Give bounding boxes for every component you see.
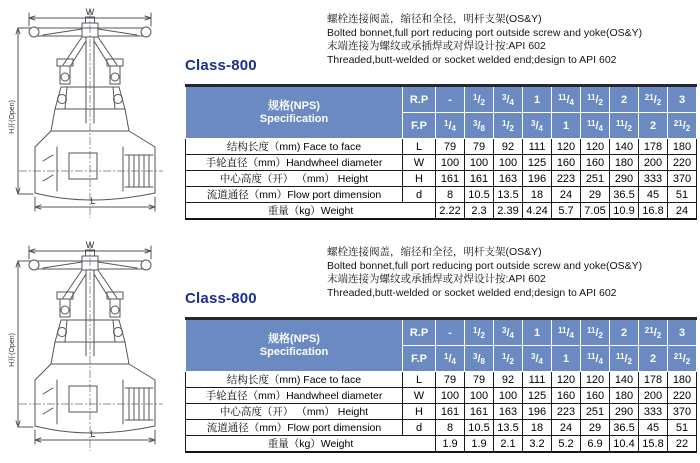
cell-value: 2.3 [465,203,494,220]
cell-value: 29 [581,187,610,203]
cell-value: 111 [523,139,552,155]
desc-line-en-1: Bolted bonnet,full port reducing port outside screw and yoke(OS&Y) [327,26,643,39]
cell-value: 2.22 [436,203,465,220]
table-row [186,139,697,155]
row-symbol: d [403,420,436,436]
dim-w-label: W [85,240,95,250]
cell-value: 1.9 [465,436,494,453]
cell-value: 140 [610,139,639,155]
rp-size-7: $^{21}/_2$ [639,86,668,113]
row-label: 中心高度（开） （mm） Height [186,171,403,187]
rp-label: R.P [403,86,436,113]
cell-value: 79 [465,139,494,155]
cell-value: 160 [552,388,581,404]
cell-value: 180 [668,139,697,155]
product-description [327,13,642,68]
rp-size-1: $^1/_2$ [465,86,494,113]
rp-size-8: 3 [668,86,697,113]
rp-size-5: $^{11}/_2$ [581,319,610,346]
fp-label: F.P [403,346,436,372]
rp-size-1: $^1/_2$ [465,319,494,346]
cell-value: 290 [610,171,639,187]
cell-value: 36.5 [610,187,639,203]
cell-value: 160 [581,155,610,171]
table-row [186,171,697,187]
dim-l-label: L [90,196,96,206]
cell-value: 161 [465,171,494,187]
rp-size-0: - [436,86,465,113]
desc-line-cn-2: 末端连接为螺纹或承插焊或对焊设计按:API 602 [327,273,546,286]
row-label: 重量（kg）Weight [186,203,436,220]
table-row [186,388,697,404]
fp-size-4: 1 [552,113,581,139]
cell-value: 120 [581,139,610,155]
cell-value: 370 [668,404,697,420]
cell-value: 10.4 [610,436,639,453]
rp-label: R.P [403,319,436,346]
cell-value: 140 [610,372,639,388]
cell-value: 2.1 [494,436,523,453]
cell-value: 196 [523,404,552,420]
valve-section-2 [0,233,700,463]
cell-value: 163 [494,171,523,187]
cell-value: 13.5 [494,187,523,203]
row-label: 流道通径（mm）Flow port dimension [186,420,403,436]
fp-size-6: $^{11}/_2$ [610,113,639,139]
cell-value: 100 [436,388,465,404]
row-symbol: d [403,187,436,203]
fp-size-7: 2 [639,346,668,372]
cell-value: 200 [639,388,668,404]
cell-value: 92 [494,139,523,155]
gate-valve-drawing [5,5,175,225]
row-label: 结构长度（mm) Face to face [186,139,403,155]
cell-value: 3.2 [523,436,552,453]
rp-size-8: 3 [668,319,697,346]
cell-value: 6.9 [581,436,610,453]
table-row [186,436,697,453]
valve-drawing [5,5,177,227]
rp-size-6: 2 [610,86,639,113]
cell-value: 333 [639,404,668,420]
cell-value: 163 [494,404,523,420]
cell-value: 178 [639,372,668,388]
cell-value: 16.8 [639,203,668,220]
cell-value: 100 [494,155,523,171]
rp-size-4: $^{11}/_4$ [552,319,581,346]
rp-size-4: $^{11}/_4$ [552,86,581,113]
cell-value: 1.9 [436,436,465,453]
dim-w-label: W [85,7,95,17]
cell-value: 24 [552,187,581,203]
cell-value: 161 [436,171,465,187]
cell-value: 180 [610,155,639,171]
cell-value: 5.2 [552,436,581,453]
spec-header: 规格(NPS) Specification [186,319,403,372]
cell-value: 51 [668,187,697,203]
dim-l-label: L [90,429,96,439]
cell-value: 45 [639,420,668,436]
fp-size-0: $^1/_4$ [436,346,465,372]
cell-value: 92 [494,372,523,388]
cell-value: 180 [610,388,639,404]
cell-value: 196 [523,171,552,187]
cell-value: 370 [668,171,697,187]
desc-line-cn-1: 螺栓连接阀盖，缩径和全径，明杆支架(OS&Y) [327,13,542,25]
cell-value: 161 [465,404,494,420]
fp-size-1: $^3/_8$ [465,113,494,139]
desc-line-en-1: Bolted bonnet,full port reducing port outside screw and yoke(OS&Y) [327,259,643,272]
fp-size-6: $^{11}/_2$ [610,346,639,372]
desc-line-cn-2: 末端连接为螺纹或承插焊或对焊设计按:API 602 [327,40,546,53]
fp-size-2: $^1/_2$ [494,346,523,372]
cell-value: 2.39 [494,203,523,220]
cell-value: 15.8 [639,436,668,453]
fp-size-8: $^{21}/_2$ [668,346,697,372]
fp-size-5: $^{11}/_4$ [581,113,610,139]
cell-value: 4.24 [523,203,552,220]
fp-size-4: 1 [552,346,581,372]
fp-size-3: $^3/_4$ [523,113,552,139]
fp-size-7: 2 [639,113,668,139]
cell-value: 120 [581,372,610,388]
rp-size-2: $^3/_4$ [494,319,523,346]
fp-size-5: $^{11}/_4$ [581,346,610,372]
table-row [186,155,697,171]
cell-value: 161 [436,404,465,420]
rp-size-7: $^{21}/_2$ [639,319,668,346]
cell-value: 100 [465,155,494,171]
cell-value: 178 [639,139,668,155]
cell-value: 10.9 [610,203,639,220]
cell-value: 13.5 [494,420,523,436]
table-row [186,420,697,436]
cell-value: 290 [610,404,639,420]
cell-value: 18 [523,187,552,203]
cell-value: 24 [552,420,581,436]
class-label: Class-800 [185,57,257,74]
spec-table [185,84,697,220]
cell-value: 125 [523,388,552,404]
rp-size-5: $^{11}/_2$ [581,86,610,113]
cell-value: 5.7 [552,203,581,220]
gate-valve-drawing [5,238,175,458]
dim-h-label: H开(Open) [9,100,16,134]
rp-size-6: 2 [610,319,639,346]
cell-value: 100 [494,388,523,404]
row-label: 手轮直径（mm）Handwheel diameter [186,388,403,404]
table-row [186,187,697,203]
cell-value: 100 [465,388,494,404]
fp-label: F.P [403,113,436,139]
cell-value: 45 [639,187,668,203]
cell-value: 180 [668,372,697,388]
rp-size-3: 1 [523,319,552,346]
row-label: 中心高度（开） （mm） Height [186,404,403,420]
cell-value: 223 [552,171,581,187]
table-row [186,372,697,388]
cell-value: 79 [465,372,494,388]
table-row [186,404,697,420]
fp-size-3: $^3/_4$ [523,346,552,372]
cell-value: 100 [436,155,465,171]
cell-value: 29 [581,420,610,436]
spec-table [185,317,697,453]
fp-size-1: $^3/_8$ [465,346,494,372]
product-description [327,246,642,301]
cell-value: 251 [581,404,610,420]
cell-value: 200 [639,155,668,171]
desc-line-en-2: Threaded,butt-welded or socket welded end;design to API 602 [327,54,617,67]
cell-value: 125 [523,155,552,171]
fp-size-8: $^{21}/_2$ [668,113,697,139]
cell-value: 10.5 [465,187,494,203]
row-label: 结构长度（mm) Face to face [186,372,403,388]
row-label: 重量（kg）Weight [186,436,436,453]
cell-value: 160 [581,388,610,404]
cell-value: 333 [639,171,668,187]
desc-line-cn-1: 螺栓连接阀盖，缩径和全径，明杆支架(OS&Y) [327,246,542,258]
dim-h-label: H开(Open) [9,333,16,367]
row-symbol: L [403,372,436,388]
cell-value: 120 [552,372,581,388]
cell-value: 36.5 [610,420,639,436]
valve-drawing [5,238,177,460]
class-label: Class-800 [185,290,257,307]
cell-value: 18 [523,420,552,436]
cell-value: 220 [668,155,697,171]
row-symbol: H [403,171,436,187]
cell-value: 7.05 [581,203,610,220]
row-label: 流道通径（mm）Flow port dimension [186,187,403,203]
cell-value: 223 [552,404,581,420]
rp-size-3: 1 [523,86,552,113]
cell-value: 220 [668,388,697,404]
cell-value: 160 [552,155,581,171]
row-symbol: W [403,155,436,171]
table-row [186,203,697,220]
cell-value: 120 [552,139,581,155]
cell-value: 8 [436,187,465,203]
spec-header: 规格(NPS) Specification [186,86,403,139]
cell-value: 22 [668,436,697,453]
cell-value: 79 [436,139,465,155]
row-label: 手轮直径（mm）Handwheel diameter [186,155,403,171]
row-symbol: W [403,388,436,404]
row-symbol: L [403,139,436,155]
cell-value: 251 [581,171,610,187]
cell-value: 8 [436,420,465,436]
fp-size-0: $^1/_4$ [436,113,465,139]
rp-size-0: - [436,319,465,346]
fp-size-2: $^1/_2$ [494,113,523,139]
cell-value: 10.5 [465,420,494,436]
cell-value: 79 [436,372,465,388]
row-symbol: H [403,404,436,420]
rp-size-2: $^3/_4$ [494,86,523,113]
cell-value: 24 [668,203,697,220]
cell-value: 51 [668,420,697,436]
cell-value: 111 [523,372,552,388]
desc-line-en-2: Threaded,butt-welded or socket welded end;design to API 602 [327,287,617,300]
